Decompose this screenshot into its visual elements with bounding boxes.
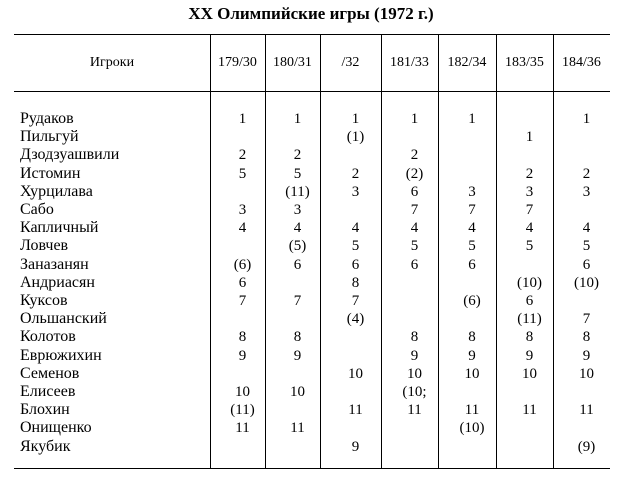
- shirt-number-cell: 9: [582, 347, 591, 364]
- shirt-number-cell: 6: [351, 256, 360, 273]
- shirt-number-cell: 9: [238, 347, 247, 364]
- shirt-number-cell: (5): [288, 238, 307, 255]
- player-name: Рудаков: [20, 110, 74, 127]
- shirt-number-cell: 8: [410, 329, 419, 346]
- shirt-number-cell: (11): [285, 183, 310, 200]
- shirt-number-cell: (11): [230, 402, 255, 419]
- shirt-number-cell: 8: [293, 329, 302, 346]
- shirt-number-cell: 6: [293, 256, 302, 273]
- shirt-number-cell: 11: [407, 402, 422, 419]
- shirt-number-cell: 5: [293, 165, 302, 182]
- shirt-number-cell: 1: [238, 111, 247, 127]
- column-header: 182/34: [447, 55, 487, 70]
- shirt-number-cell: (1): [346, 129, 365, 146]
- shirt-number-cell: 8: [238, 329, 247, 346]
- shirt-number-cell: 2: [238, 147, 247, 164]
- player-name: Пильгуй: [20, 128, 79, 146]
- player-name: Елисеев: [20, 383, 76, 400]
- shirt-number-cell: (6): [463, 293, 481, 309]
- shirt-number-cell: 2: [525, 165, 534, 182]
- shirt-number-cell: 11: [522, 402, 537, 419]
- shirt-number-cell: 1: [351, 111, 360, 127]
- shirt-number-cell: 2: [410, 147, 419, 164]
- shirt-number-cell: 11: [579, 402, 594, 419]
- shirt-number-cell: (10;: [402, 384, 427, 400]
- shirt-number-cell: 11: [235, 420, 250, 437]
- shirt-number-cell: (9): [577, 438, 596, 455]
- shirt-number-cell: 2: [351, 165, 360, 182]
- shirt-number-cell: 9: [410, 347, 419, 364]
- shirt-number-cell: 5: [582, 238, 591, 255]
- shirt-number-cell: 9: [351, 438, 360, 455]
- shirt-number-cell: 5: [410, 238, 419, 255]
- player-name: Якубик: [20, 437, 71, 455]
- shirt-number-cell: 8: [351, 274, 360, 291]
- shirt-number-cell: 6: [238, 274, 247, 291]
- player-name: Семенов: [20, 364, 80, 382]
- shirt-number-cell: 4: [410, 220, 419, 237]
- shirt-number-cell: 4: [293, 220, 302, 237]
- shirt-number-cell: 6: [582, 256, 591, 273]
- shirt-number-cell: 4: [525, 220, 534, 237]
- shirt-number-cell: 8: [582, 329, 591, 346]
- shirt-number-cell: 4: [351, 220, 360, 237]
- player-name: Капличный: [20, 219, 99, 237]
- column-divider: [496, 34, 497, 469]
- shirt-number-cell: 8: [468, 329, 476, 346]
- shirt-number-cell: 10: [348, 365, 363, 382]
- player-name: Андриасян: [20, 273, 95, 291]
- shirt-number-cell: 10: [464, 365, 480, 382]
- header-rule: [14, 91, 610, 92]
- column-divider: [438, 34, 439, 469]
- shirt-number-cell: (4): [346, 311, 365, 328]
- player-name: Дзодзуашвили: [20, 146, 120, 164]
- column-divider: [265, 34, 266, 469]
- player-name: Блохин: [20, 401, 70, 419]
- shirt-number-cell: 11: [464, 402, 480, 419]
- shirt-number-cell: 5: [351, 238, 360, 255]
- shirt-number-cell: 9: [293, 347, 302, 364]
- player-name: Истомин: [20, 164, 81, 182]
- shirt-number-cell: 10: [235, 384, 250, 400]
- shirt-number-cell: 5: [238, 165, 247, 182]
- table-title: XX Олимпийские игры (1972 г.): [188, 4, 434, 23]
- column-divider: [381, 34, 382, 469]
- shirt-number-cell: 10: [407, 365, 422, 382]
- column-header: 181/33: [390, 55, 429, 70]
- shirt-number-cell: 7: [351, 293, 360, 309]
- shirt-number-cell: 2: [293, 147, 302, 164]
- player-name: Колотов: [20, 328, 76, 346]
- shirt-number-cell: 7: [238, 293, 247, 309]
- shirt-number-cell: (10): [574, 274, 599, 291]
- shirt-number-cell: 6: [410, 183, 419, 200]
- shirt-number-cell: 7: [293, 293, 302, 309]
- player-name: Еврюжихин: [20, 346, 102, 364]
- shirt-number-cell: 1: [293, 111, 302, 127]
- column-header: 184/36: [562, 55, 601, 70]
- shirt-number-cell: (10): [517, 274, 542, 291]
- shirt-number-cell: 11: [348, 402, 363, 419]
- shirt-number-cell: 3: [238, 202, 247, 218]
- shirt-number-cell: 4: [582, 220, 591, 237]
- shirt-number-cell: (6): [233, 256, 252, 273]
- shirt-number-cell: 3: [525, 183, 534, 200]
- shirt-number-cell: 9: [468, 347, 476, 364]
- shirt-number-cell: 4: [468, 220, 476, 237]
- shirt-number-cell: 5: [468, 238, 476, 255]
- shirt-number-cell: 10: [579, 365, 594, 382]
- shirt-number-cell: 7: [468, 202, 476, 218]
- shirt-number-cell: 9: [525, 347, 534, 364]
- players-header: Игроки: [89, 55, 135, 70]
- player-name: Ловчев: [20, 237, 69, 255]
- shirt-number-cell: 8: [525, 329, 534, 346]
- shirt-number-cell: (10): [459, 420, 485, 437]
- shirt-number-cell: 3: [468, 183, 476, 200]
- column-divider: [553, 34, 554, 469]
- column-header: 180/31: [273, 55, 312, 70]
- shirt-number-cell: 3: [293, 202, 302, 218]
- shirt-number-cell: 5: [525, 238, 534, 255]
- shirt-number-cell: 2: [582, 165, 591, 182]
- shirt-number-cell: 1: [468, 111, 476, 127]
- shirt-number-cell: 1: [410, 111, 419, 127]
- shirt-number-cell: 7: [525, 202, 534, 218]
- player-name: Заназанян: [20, 255, 89, 273]
- shirt-number-cell: 10: [290, 384, 305, 400]
- shirt-number-cell: (11): [517, 311, 542, 328]
- shirt-number-cell: 4: [238, 220, 247, 237]
- shirt-number-cell: 7: [582, 311, 591, 328]
- player-name: Куксов: [20, 292, 68, 309]
- column-header: 179/30: [218, 55, 257, 70]
- shirt-number-cell: 6: [468, 256, 476, 273]
- player-name: Хурцилава: [20, 182, 93, 200]
- player-name: Сабо: [20, 201, 54, 218]
- shirt-number-cell: 6: [410, 256, 419, 273]
- shirt-number-cell: 3: [582, 183, 591, 200]
- shirt-number-cell: 11: [290, 420, 305, 437]
- shirt-number-cell: 1: [525, 129, 534, 146]
- shirt-number-cell: (2): [405, 165, 424, 182]
- column-header: 183/35: [505, 55, 544, 70]
- player-name: Ольшанский: [20, 310, 107, 328]
- bottom-rule: [14, 468, 610, 469]
- top-rule: [14, 34, 610, 35]
- player-name: Онищенко: [20, 419, 92, 437]
- shirt-number-cell: 3: [351, 183, 360, 200]
- shirt-number-cell: 6: [525, 293, 534, 309]
- column-divider: [320, 34, 321, 469]
- column-divider: [210, 34, 211, 469]
- shirt-number-cell: 1: [582, 111, 591, 127]
- shirt-number-cell: 7: [410, 202, 419, 218]
- shirt-number-cell: 10: [522, 365, 537, 382]
- column-header: /32: [341, 55, 360, 70]
